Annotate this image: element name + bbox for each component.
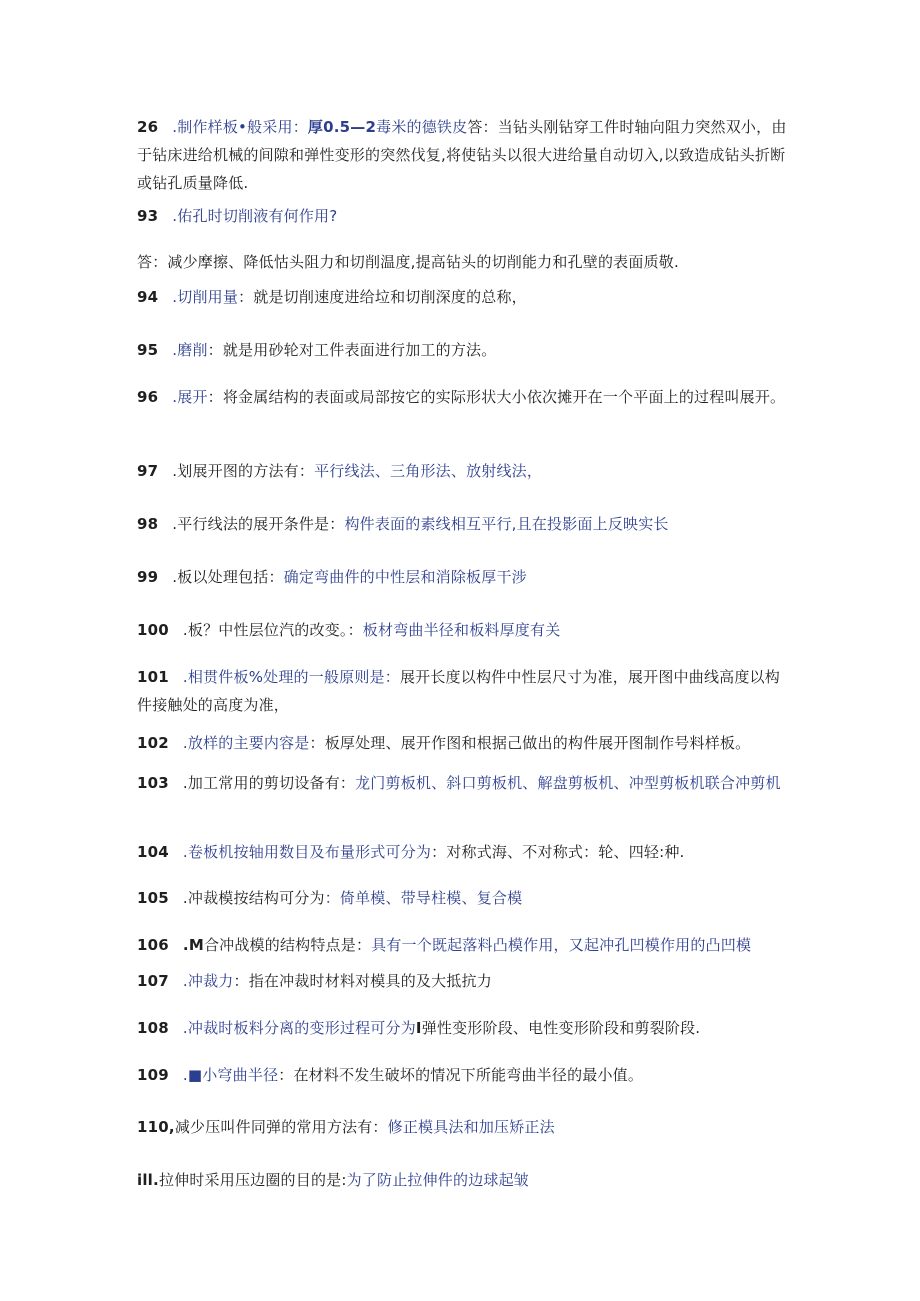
entry-106 (137, 931, 787, 959)
entry-text-segment: 平行线法、三角形法、放射线法， (314, 462, 543, 480)
entry-108 (137, 1014, 787, 1042)
entry-98 (137, 510, 787, 538)
entry-text-segment: .划展开图的方法有： (172, 462, 315, 480)
entry-text-segment: 为了防止拉伸件的边球起皱 (346, 1171, 529, 1189)
entry-text-segment: .M (182, 936, 204, 954)
entry-text-segment: 毒米的德铁皮 (376, 118, 468, 136)
entry-text-segment: 厚0.5—2 (307, 118, 377, 136)
entry-text-segment: ：就是切削速度进给垃和切削深度的总称， (238, 288, 527, 306)
entry-number: 95 (137, 341, 159, 359)
entry-text-segment: 构件表面的素线相互平行,且在投影面上反映实长 (344, 515, 669, 533)
entry-111 (137, 1166, 787, 1194)
entry-text-segment: .板以处理包括： (172, 568, 284, 586)
entry-number: 108 (137, 1019, 169, 1037)
entry-101 (137, 663, 787, 719)
entry-103 (137, 769, 787, 797)
entry-text-segment: ：倚单模、带导柱模、复合模 (324, 889, 523, 907)
entry-109 (137, 1061, 787, 1089)
entry-text-segment: ：就是用砂轮对工件表面进行加工的方法。 (207, 341, 497, 359)
entry-text-segment: .板？中性层位汽的改变。： (182, 621, 363, 639)
entry-number: 99 (137, 568, 159, 586)
entry-number: 100 (137, 621, 169, 639)
entry-104 (137, 838, 787, 866)
entry-text-segment: 110, (137, 1118, 175, 1136)
entry-99 (137, 563, 787, 591)
entry-text-segment: 弹性变形阶段、电性变形阶段和剪裂阶段. (421, 1019, 701, 1037)
entry-text-segment: 答：当钻头刚钻穿工件时轴向阻力突然双小，由于钻床进给机械的间隙和弹性变形的突然伐复,将使钻头以很大进给量自动切入,以致造成钻头折断或钻孔质量降低. (137, 118, 787, 192)
entry-text-segment: I (415, 1019, 422, 1037)
entry-95 (137, 336, 787, 364)
entry-text-segment: 修正模具法和加压矫正法 (387, 1118, 555, 1136)
entry-93 (137, 202, 787, 230)
entry-text-segment: .卷板机按轴用数目及布量形式可分为 (182, 843, 432, 861)
entry-text-segment: ill. (137, 1171, 159, 1189)
entry-107 (137, 967, 787, 995)
entry-100 (137, 616, 787, 644)
entry-96 (137, 383, 787, 411)
entry-number: 98 (137, 515, 159, 533)
entry-text-segment: 合冲战模的结构特点是： (203, 936, 372, 954)
entry-text-segment: .展开 (172, 388, 208, 406)
entry-text-segment: .平行线法的展开条件是： (172, 515, 345, 533)
entry-text-segment: .制作样板•般采用： (172, 118, 308, 136)
entry-number: 96 (137, 388, 159, 406)
entry-text-segment: .冲裁力 (182, 972, 234, 990)
entry-number: 103 (137, 774, 169, 792)
entry-text-segment: ：对称式海、不对称式：轮、四轻:种. (431, 843, 685, 861)
entry-text-segment: ：板厚处理、展开作图和根据己做出的构件展开图制作号料样板。 (309, 734, 751, 752)
entry-text-segment: .放样的主要内容是 (182, 734, 310, 752)
entry-94 (137, 283, 787, 311)
entry-102 (137, 729, 787, 757)
entry-110 (137, 1113, 787, 1141)
entry-number: 97 (137, 462, 159, 480)
entry-text-segment: 减少压叫件同弹的常用方法有： (174, 1118, 388, 1136)
entry-text-segment: 答：减少摩擦、降低怙头阻力和切削温度,提高钻头的切削能力和孔壁的表面质敬. (137, 253, 679, 271)
entry-number: 93 (137, 207, 159, 225)
entry-text-segment: .相贯件板%处理的一般原则是： (182, 668, 400, 686)
entry-text-segment: 展开长度以构件中性层尺寸为准，展开图中曲线高度以构件接触处的高度为准， (137, 668, 780, 714)
entry-text-segment: .加工常用的剪切设备有： (182, 774, 356, 792)
entry-text-segment: 具有一个既起落料凸模作用，又起冲孔凹模作用的凸凹模 (371, 936, 752, 954)
entry-text-segment: 拉伸时采用压边圈的目的是: (158, 1171, 347, 1189)
entry-number: 107 (137, 972, 169, 990)
entry-text-segment: .磨削 (172, 341, 208, 359)
entry-text-segment: ：将金属结构的表面或局部按它的实际形状大小依次摊开在一个平面上的过程叫展开。 (207, 388, 786, 406)
entry-text-segment: 确定弯曲件的中性层和消除板厚干涉 (283, 568, 527, 586)
entry-number: 101 (137, 668, 169, 686)
entry-26 (137, 113, 787, 197)
entry-text-segment: .冲裁模按结构可分为 (182, 889, 325, 907)
entry-text-segment: ：指在冲裁时材料对模具的及大抵抗力 (233, 972, 492, 990)
entry-text-segment: .冲裁时板料分离的变形过程可分为 (182, 1019, 416, 1037)
entry-number: 105 (137, 889, 169, 907)
entry-text-segment: .■小穹曲半径 (182, 1066, 279, 1084)
entry-number: 94 (137, 288, 159, 306)
entry-text-segment: 板材弯曲半径和板料厚度有关 (362, 621, 561, 639)
entry-number: 102 (137, 734, 169, 752)
entry-number: 26 (137, 118, 159, 136)
entry-105 (137, 884, 787, 912)
entry-text-segment: 龙门剪板机、斜口剪板机、解盘剪板机、冲型剪板机联合冲剪机 (355, 774, 781, 792)
entry-number: 106 (137, 936, 169, 954)
entry-number: 109 (137, 1066, 169, 1084)
entry-text-segment: .切削用量 (172, 288, 239, 306)
entry-text-segment: ：在材料不发生破坏的情况下所能弯曲半径的最小值。 (278, 1066, 644, 1084)
entry-97 (137, 457, 787, 485)
entry-number: 104 (137, 843, 169, 861)
entry-93-answer (137, 248, 787, 276)
entry-text-segment: .佑孔时切削液有何作用? (172, 207, 338, 225)
